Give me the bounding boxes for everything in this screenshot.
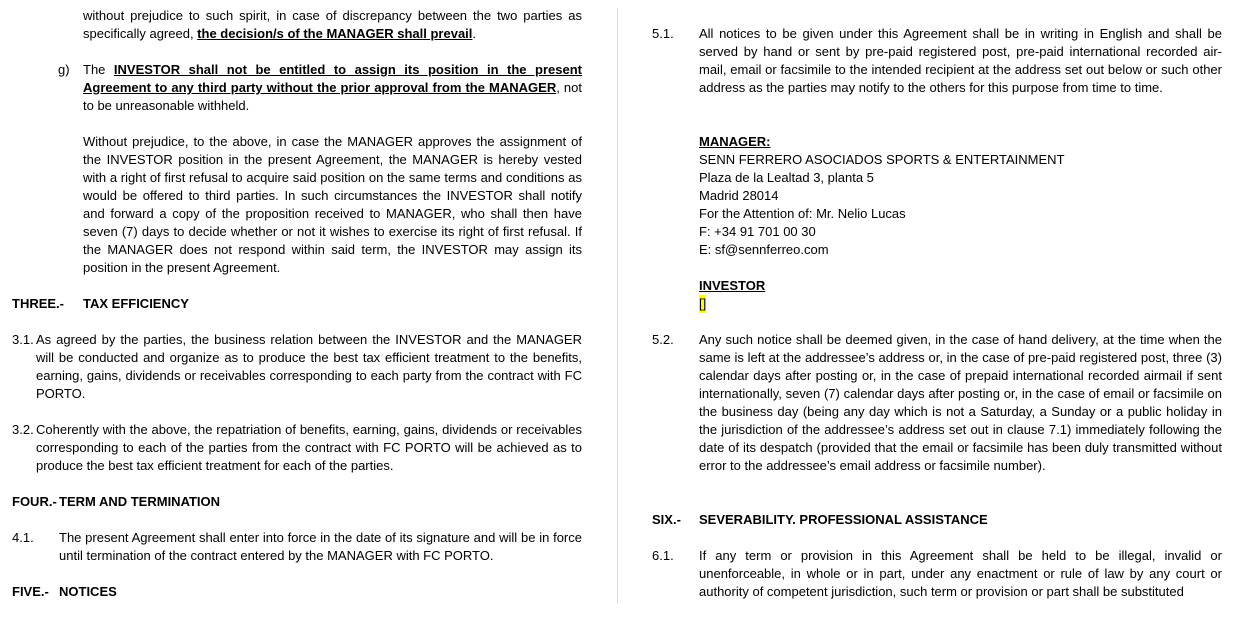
clause-5-2-text: Any such notice shall be deemed given, in the case of hand delivery, at the time when the same is left at the addressee’s address or, in the case of pre-paid registered post, three (3) calendar days after posting or, in the case of prepaid international recorded airmail if sent internationally, seven (7) calendar days after posting or, in the case of email or facsimile on the business day (being any day which is not a Saturday, a Sunday or a public holiday in the jurisdiction of the addressee’s address set out in clause 7.1) immediately following the date of its despatch (provided that the email or facsimile has been duly transmitted without error to the addressee’s email address or facsimile number). [699, 332, 1222, 473]
manager-prevails-text: the decision/s of the MANAGER shall prevail [197, 26, 473, 41]
investor-heading: INVESTOR [699, 278, 766, 293]
continued-paragraph: without prejudice to such spirit, in case of discrepancy between the two parties as specifically agreed, the decision/s of the MANAGER shall prevail. [83, 8, 582, 41]
section-six-number: SIX.- [652, 512, 681, 527]
clause-3-2-text: Coherently with the above, the repatriation of benefits, earning, gains, dividends or receivables corresponding to each of the parties from the contract with FC PORTO will be achieved as to produce the best tax efficient treatment for each of the parties. [36, 422, 582, 473]
manager-address-block [699, 151, 1065, 259]
clause-5-2-number: 5.2. [652, 332, 674, 347]
clause-3-1-text: As agreed by the parties, the business relation between the INVESTOR and the MANAGER will be conducted and organize as to produce the best tax efficient treatment to the benefits, earning, gains, dividends or receivables corresponding to each party from the contract with FC PORTO. [36, 332, 582, 401]
clause-5-1-number: 5.1. [652, 26, 674, 41]
section-three-title: TAX EFFICIENCY [83, 296, 189, 311]
continued-text: without prejudice to such spirit, in case of discrepancy between the two parties as specifically agreed, [83, 8, 582, 41]
manager-street: Plaza de la Lealtad 3, planta 5 [699, 170, 874, 185]
clause-5-1-text: All notices to be given under this Agreement shall be in writing in English and shall be served by hand or sent by pre-paid registered post, pre-paid international recorded air-mail, email or facsimile to the intended recipient at the address set out below or such other address as the parties may notify to the others for this purpose from time to time. [699, 26, 1222, 95]
manager-city: Madrid 28014 [699, 188, 779, 203]
clause-4-1-number: 4.1. [12, 530, 34, 545]
investor-placeholder: [] [699, 296, 707, 311]
clause-3-1-number: 3.1. [12, 332, 34, 347]
assignment-restriction-text: INVESTOR shall not be entitled to assign its position in the present Agreement to any third party without the prior approval from the MANAGER [83, 62, 582, 95]
clause-g-second-paragraph: Without prejudice, to the above, in case the MANAGER approves the assignment of the INVESTOR position in the present Agreement, the MANAGER is hereby vested with a right of first refusal to acquire said position on the same terms and conditions as would be offered to third parties. In such circumstances the INVESTOR shall notify and forward a copy of the proposition received to MANAGER, who shall then have seven (7) days to decide whether or not it wishes to exercise its right of first refusal. If the MANAGER does not respond within said term, the INVESTOR may assign its position in the present Agreement. [83, 134, 582, 275]
manager-company-name: SENN FERRERO ASOCIADOS SPORTS & ENTERTAINMENT [699, 152, 1065, 167]
section-four-number: FOUR.- [12, 494, 57, 509]
section-six-title: SEVERABILITY. PROFESSIONAL ASSISTANCE [699, 512, 988, 527]
clause-g-label: g) [58, 62, 70, 77]
section-four-title: TERM AND TERMINATION [59, 494, 221, 509]
column-divider [617, 8, 618, 604]
section-three-number: THREE.- [12, 296, 64, 311]
clause-6-1-number: 6.1. [652, 548, 674, 563]
clause-4-1-text: The present Agreement shall enter into force in the date of its signature and will be in force until termination of the contract entered by the MANAGER with FC PORTO. [59, 530, 582, 563]
clause-6-1-text: If any term or provision in this Agreement shall be held to be illegal, invalid or unenforceable, in whole or in part, under any enactment or rule of law by any court or authority of competent jurisdiction, such term or provision or part shall be substituted [699, 548, 1222, 599]
section-five-number: FIVE.- [12, 584, 49, 599]
section-five-title: NOTICES [59, 584, 117, 599]
manager-attention: For the Attention of: Mr. Nelio Lucas [699, 206, 906, 221]
manager-heading: MANAGER: [699, 134, 771, 149]
manager-fax: F: +34 91 701 00 30 [699, 224, 816, 239]
clause-g-paragraph: The INVESTOR shall not be entitled to assign its position in the present Agreement to any third party without the prior approval from the MANAGER, not to be unreasonable withheld. [83, 62, 582, 113]
clause-3-2-number: 3.2. [12, 422, 34, 437]
manager-email: E: sf@sennferreo.com [699, 242, 829, 257]
